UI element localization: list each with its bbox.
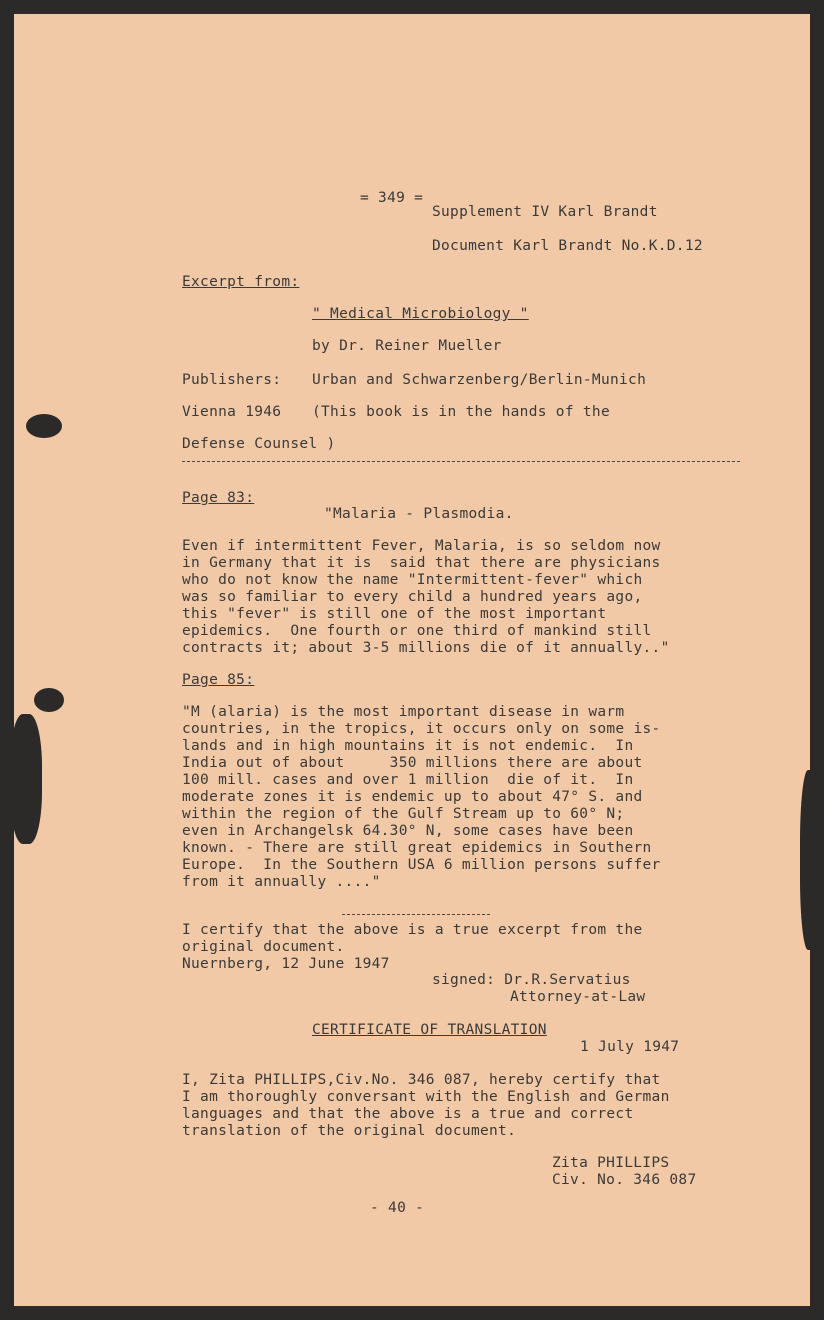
text-line: languages and that the above is a true and correct [182, 1106, 634, 1122]
supplement-label: Supplement IV Karl Brandt [432, 204, 658, 220]
punch-hole [26, 414, 62, 438]
page-reference: Page 83: [182, 490, 255, 506]
text-line: 100 mill. cases and over 1 million die of it. In [182, 772, 634, 788]
translation-certificate-heading: CERTIFICATE OF TRANSLATION [312, 1022, 547, 1038]
text-line: was so familiar to every child a hundred years ago, [182, 589, 643, 605]
translation-date: 1 July 1947 [580, 1039, 680, 1055]
certification-place-date: Nuernberg, 12 June 1947 [182, 956, 390, 972]
translator-name: Zita PHILLIPS [552, 1155, 670, 1171]
text-line: epidemics. One fourth or one third of mankind still [182, 623, 652, 639]
book-note-continued: Defense Counsel ) [182, 436, 336, 452]
torn-edge [800, 770, 820, 950]
text-line: countries, in the tropics, it occurs only on some is- [182, 721, 661, 737]
text-line: Even if intermittent Fever, Malaria, is so seldom now [182, 538, 661, 554]
torn-edge [10, 714, 42, 844]
document-number: Document Karl Brandt No.K.D.12 [432, 238, 703, 254]
text-line: who do not know the name "Intermittent-fever" which [182, 572, 643, 588]
page-number-top: = 349 = [360, 190, 424, 206]
page-number-bottom: - 40 - [370, 1200, 425, 1216]
text-line: contracts it; about 3-5 millions die of it annually.." [182, 640, 670, 656]
publishers-label: Publishers: [182, 372, 282, 388]
certification-text: I certify that the above is a true excerpt from the [182, 922, 643, 938]
section-heading: "Malaria - Plasmodia. [324, 506, 514, 522]
text-line: within the region of the Gulf Stream up to 60° N; [182, 806, 625, 822]
text-line: India out of about 350 millions there are about [182, 755, 643, 771]
excerpt-label: Excerpt from: [182, 274, 300, 290]
short-divider [342, 914, 490, 915]
text-line: from it annually ...." [182, 874, 381, 890]
publishers-value: Urban and Schwarzenberg/Berlin-Munich [312, 372, 647, 388]
place-year: Vienna 1946 [182, 404, 282, 420]
text-line: even in Archangelsk 64.30° N, some cases have been [182, 823, 634, 839]
book-author: by Dr. Reiner Mueller [312, 338, 502, 354]
text-line: in Germany that it is said that there are physicians [182, 555, 661, 571]
punch-hole [34, 688, 64, 712]
text-line: lands and in high mountains it is not endemic. In [182, 738, 634, 754]
page-reference: Page 85: [182, 672, 255, 688]
certification-text: original document. [182, 939, 345, 955]
signatory-title: Attorney-at-Law [510, 989, 646, 1005]
translator-civ-no: Civ. No. 346 087 [552, 1172, 697, 1188]
book-note: (This book is in the hands of the [312, 404, 610, 420]
document-page [14, 14, 810, 1306]
text-line: this "fever" is still one of the most important [182, 606, 607, 622]
divider-line [182, 461, 740, 462]
text-line: I, Zita PHILLIPS,Civ.No. 346 087, hereby certify that [182, 1072, 661, 1088]
book-title: " Medical Microbiology " [312, 306, 529, 322]
text-line: Europe. In the Southern USA 6 million persons suffer [182, 857, 661, 873]
text-line: translation of the original document. [182, 1123, 517, 1139]
text-line: I am thoroughly conversant with the English and German [182, 1089, 670, 1105]
signature-line: signed: Dr.R.Servatius [432, 972, 631, 988]
text-line: known. - There are still great epidemics in Southern [182, 840, 652, 856]
text-line: "M (alaria) is the most important disease in warm [182, 704, 625, 720]
text-line: moderate zones it is endemic up to about 47° S. and [182, 789, 643, 805]
